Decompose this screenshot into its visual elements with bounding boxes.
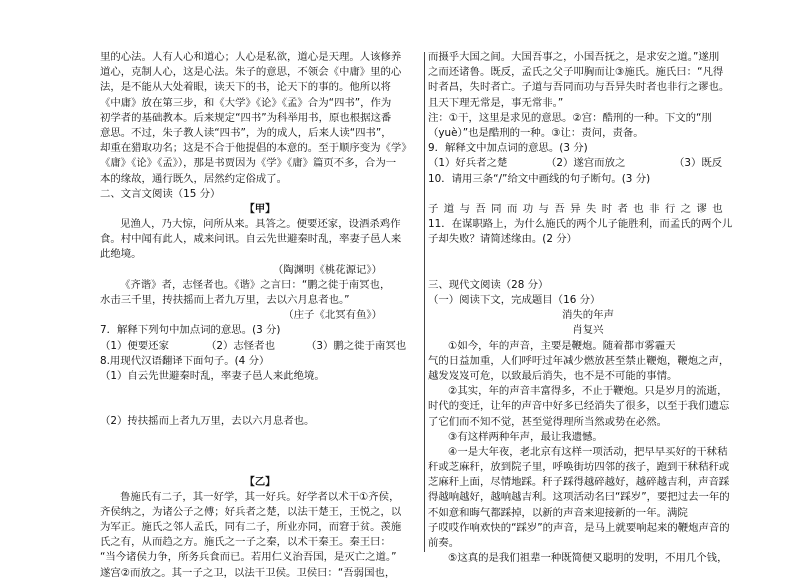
- article-paragraph-line: 前奏。: [428, 537, 460, 549]
- jia-source-2: （庄子《北冥有鱼》）: [283, 309, 382, 322]
- jia-passage-line: 《齐谐》者，志怪者也。《谐》之言曰：“鹏之徙于南冥也，: [120, 278, 391, 291]
- jia-title: 【甲】: [244, 202, 276, 215]
- yi-passage-line: 鲁施氏有二子，其一好学，其一好兵。好学者以术干①齐侯，: [120, 490, 400, 503]
- article-author: 肖复兴: [572, 324, 604, 337]
- intro-line: 法，是不能从大处着眼，读天下的书，论天下的事的。他所以将: [100, 81, 391, 94]
- intro-line: 却重在猎取功名；这是不合于他提倡的本意的。至于顺序变为《学》: [100, 142, 412, 155]
- intro-line: 初学者的基础教本。后来规定“四书”为科举用书，原也根据这番: [100, 111, 392, 124]
- yi-passage-line: 之而还诸鲁。既反，孟氏之父子叩胸而让③施氏。施氏曰：“凡得: [428, 66, 724, 79]
- q9-item: （3）既反: [674, 157, 723, 170]
- q7-item: （1）便要还家: [100, 339, 169, 352]
- q8-item: （2）抟扶摇而上者九万里，去以六月息者也。: [100, 415, 315, 428]
- yi-passage-line: 而摄乎大国之间。大国吾事之，小国吾抚之，是求安之道。”遂刖: [428, 51, 720, 63]
- jia-passage-2: [100, 278, 420, 308]
- article-paragraph-line: 时代的变迁，让年的声音中好多已经消失了很多，以至于我们遗忘: [428, 400, 730, 413]
- note-line: 注：①干，这里是求见的意思。②宫：酷刑的一种。下文的“刖: [428, 111, 712, 124]
- sub1-heading: （一）阅读下文，完成题目（16 分）: [428, 294, 601, 306]
- q7-item: （2）志怪者也: [206, 339, 275, 352]
- q8-item: （1）自云先世避秦时乱，率妻子邑人来此绝境。: [100, 369, 325, 382]
- jia-source-1: （陶渊明《桃花源记》）: [272, 263, 382, 276]
- jia-passage-line: 食。村中闻有此人，咸来问讯。自云先世避秦时乱，率妻子邑人来: [100, 233, 402, 246]
- yi-passage-line: 且天下理无常是，事无常非。”: [428, 96, 564, 109]
- jia-passage-line: 水击三千里，抟扶摇而上者九万里，去以六月息者也。”: [100, 294, 350, 306]
- article-title: 消失的年声: [562, 309, 614, 322]
- q8-stem: 8.用现代汉语翻译下面句子。(4 分）: [100, 354, 270, 367]
- article-paragraph-line: 气的日益加重，人们呼吁过年减少燃放甚至禁止鞭炮，鞭炮之声，: [428, 354, 730, 367]
- q10-sentence: 子道与吾同而功与吾异失时者也非行之谬也: [428, 202, 729, 215]
- article-paragraph-line: 不如意和晦气都踩掉，以新的声音来迎接新的一年。满院: [428, 506, 688, 519]
- article-paragraph-line: ⑤这真的是我们祖辈一种既简便又聪明的发明，不用几个钱，: [448, 552, 728, 565]
- jia-passage-1: [100, 217, 420, 263]
- article-paragraph-line: 芝麻秆上面，尽情地踩。秆子踩得越碎越好，越碎越吉利，声音踩: [428, 476, 730, 489]
- article-paragraph-line: ①如今，年的声音，主要是鞭炮。随着都市雾霾天: [448, 339, 676, 352]
- section3-heading: 三、现代文阅读（28 分）: [428, 278, 549, 291]
- yi-passage-line: 时者昌，失时者亡。子道与吾同而功与吾异失时者也非行之谬也。: [428, 81, 730, 94]
- left-column: [100, 50, 420, 581]
- yi-passage-line: 氏之有，从而趋之方。施氏之一子之秦，以术干秦王。秦王曰：: [100, 536, 391, 549]
- q11-line: 子却失败？请简述缘由。(2 分）: [428, 233, 578, 246]
- yi-passage-line: “当今诸侯力争，所务兵食而已。若用仁义治吾国，是灭亡之道。”: [100, 551, 397, 564]
- intro-line: 《中庸》放在第三步，和《大学》《论》《孟》合为“四书”，作为: [100, 96, 392, 109]
- yi-passage: [100, 490, 420, 581]
- article-paragraph-line: 了它们而不知不觉，甚至觉得理所当然或势在必然。: [428, 415, 667, 428]
- article-paragraph-line: 子哎哎作响欢快的“踩岁”的声音，是马上就要响起来的鞭炮声音的: [428, 521, 730, 534]
- q9-item: （1）好兵者之楚: [428, 157, 508, 170]
- q7-stem: 7．解释下列句中加点词的意思。(3 分): [100, 324, 281, 337]
- article-paragraph-line: ④一是大年夜，老北京有这样一项活动，把早早买好的干秫秸: [448, 445, 728, 458]
- intro-line: 道心，克制人心，这是心法。朱子的意思，不领会《中庸》里的心: [100, 66, 402, 79]
- q9-item: （2）遂宫而放之: [546, 157, 626, 170]
- q9-stem: 9．解释文中加点词的意思。(3 分): [428, 142, 588, 155]
- article-paragraph-line: ③有这样两种年声，最让我遗憾。: [448, 430, 603, 443]
- yi-passage-continued: [428, 50, 748, 111]
- intro-line: 里的心法。人有人心和道心；人心是私欲，道心是天理。人该修养: [100, 51, 402, 63]
- yi-passage-line: 遂宫②而放之。其一子之卫，以法干卫侯。卫侯曰：“吾弱国也，: [100, 566, 396, 579]
- article-paragraph-line: 越发岌岌可危，以致最后消失，也不是不可能的事情。: [428, 369, 678, 382]
- q11-line: 11．在谋职路上，为什么施氏的两个儿子能胜利，而孟氏的两个儿: [428, 218, 733, 231]
- section2-heading: 二、文言文阅读（15 分）: [100, 187, 221, 200]
- column-divider: [424, 52, 425, 552]
- jia-passage-line: 此绝境。: [100, 248, 142, 261]
- yi-title: 【乙】: [244, 475, 276, 488]
- article-paragraph-line: 得越响越好，越响越吉利。这项活动名曰“踩岁”，要把过去一年的: [428, 491, 730, 504]
- q11: [428, 217, 748, 247]
- intro-text: [100, 50, 420, 187]
- article-paragraph-line: 秆或芝麻秆，放到院子里，呼唤街坊四邻的孩子，跑到干秫秸秆或: [428, 461, 730, 474]
- article-body: [428, 339, 748, 567]
- intro-line: 《庸》《论》《孟》），那是书贾因为《学》《庸》篇页不多，合为一: [100, 157, 397, 170]
- intro-line: 本的缘故，通行既久，居然约定俗成了。: [100, 172, 288, 185]
- q7-item: （3）鹏之徙于南冥也: [306, 339, 407, 352]
- jia-passage-line: 见渔人，乃大惊，问所从来。具答之。便要还家，设酒杀鸡作: [120, 218, 401, 231]
- right-column: [428, 50, 748, 566]
- q9-items: [428, 156, 748, 171]
- yi-passage-line: 齐侯纳之，为诸公子之傅；好兵者之楚，以法干楚王，王悦之，以: [100, 505, 402, 518]
- intro-line: 意思。不过，朱子教人读“四书”，为的成人，后来人读“四书”，: [100, 126, 392, 139]
- notes: [428, 111, 748, 141]
- yi-passage-line: 为军正。施氏之邻人孟氏，同有二子，所业亦同，而窘于贫。羡施: [100, 521, 402, 534]
- article-paragraph-line: ②其实，年的声音丰富得多，不止于鞭炮。只是岁月的流逝，: [448, 385, 728, 398]
- note-line: （yuè）”也是酷刑的一种。③让：责问，责备。: [428, 126, 644, 139]
- q7-items: [100, 339, 420, 354]
- q10-stem: 10．请用三条“/”给文中画线的句子断句。(3 分): [428, 172, 651, 185]
